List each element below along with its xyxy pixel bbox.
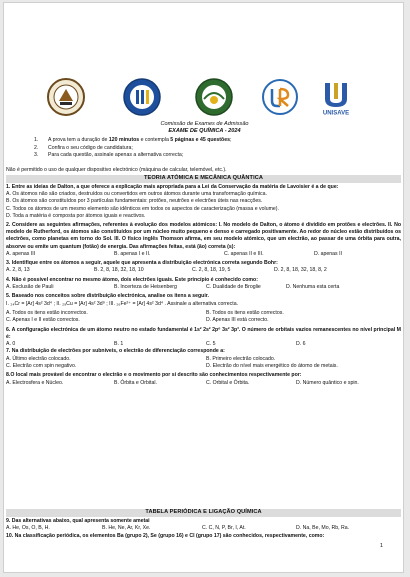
instruction-item: 2. Confira o seu código de candidatura; [34,144,133,151]
question-9: 9. Das alternativas abaixo, qual apresenta somente ametai [6,518,150,524]
options-row-4 [6,284,401,291]
options-row-8 [6,380,401,387]
option-4a: A. Exclusão de Pauli [6,284,54,291]
question-5-items: I. ₂₄Cr = [Ar] 4s² 3d⁴ ; II. ₂₉Cu = [Ar] 4s² 3d⁹ ; III. ₂₆Fe²⁺ = [Ar] 4s² 3d⁴ . Assinale a alternativa correcta. [6,300,239,307]
option-1a: A. Os átomos não são criados, destruídos ou convertidos em outros átomos durante uma transformação química. [6,191,267,198]
option-1d: D. Toda a matéria é composta por átomos iguais e reactivos. [6,212,146,219]
question-7: 7. Na distribuição de electrões por subníveis, o electrão de diferenciação corresponde a: [6,348,225,355]
options-row-7b [6,363,401,370]
question-5: 5. Baseado nos conceitos sobre distribuição electrónica, analise os itens a seguir. [6,293,209,300]
page-number: 1 [379,542,383,549]
option-3a: A. 2, 8, 13 [6,267,30,274]
questions-section-2 [6,518,401,540]
svg-text:UNISAVE: UNISAVE [322,110,350,117]
option-5c: C. Apenas I e II estão correctos. [6,317,80,324]
question-2: 2. Considere as seguintes afirmações, referentes à evolução dos modelos atómicos: I. No modelo de Dalton, o átomo é dividido em protões e electrões. II. No modelo de Rutherford, os átomos são constituídos por um núcleo muito pequeno e denso e carregado positivamente. Ao redor do núcleo estão distribuídos os electrões, como planetas em torno do Sol. III. O físico inglês Thomson afirma, em seu modelo atómico, que um electrão, ao passar de uma órbita para outra, absorve ou emite um quantum (fotão) de energia. Das afirmações feitas, está (ão) correta (s): [6,222,401,250]
option-6b: B. 1 [114,341,124,347]
option-4d: D. Nenhuma esta certa [286,284,340,291]
option-8c: C. Orbital e Órbita. [206,379,250,386]
option-5d: D. Apenas III está correcto. [206,317,269,324]
question-10: 10. Na classificação periódica, os elementos Ba (grupo 2), Se (grupo 16) e Cl (grupo 17) são conhecidos, respectivamente, como: [6,532,325,539]
exam-title: EXAME DE QUÍMICA - 2024 [168,128,241,134]
option-4b: B. Incerteza de Heisenberg [114,284,177,291]
option-3c: C. 2, 8, 18, 19, 5 [192,267,231,274]
exam-header [4,121,405,135]
instructions-list [34,137,394,160]
option-7b: B. Primeiro electrão colocado. [206,355,276,362]
option-8d: D. Número quântico e spin. [296,379,359,386]
option-9c: C. C, N, P, Br, I, At. [202,525,246,532]
option-6a: A. 0 [6,341,16,347]
options-row-5a [6,310,401,317]
questions-section-1 [6,184,401,387]
unirovuma-logo [260,77,300,117]
option-9a: A. He, Os, O, B, H. [6,525,50,532]
option-7a: A. Último electrão colocado. [6,355,71,362]
device-note: Não é permitido o uso de qualquer dispositivo electrónico (máquina de calcular, telemóvel, etc.). [6,167,227,173]
options-row-2 [6,251,401,258]
option-2b: B. apenas I e II. [114,250,151,257]
committee-title: Comissão de Exames de Admissão [160,121,249,127]
option-8b: B. Órbita e Orbital. [114,379,157,386]
instruction-item: 3. Para cada questão, assinale apenas a alternativa correcta; [34,152,184,159]
options-row-3 [6,267,401,274]
question-6: 6. A configuração electrónica de um átomo neutro no estado fundamental é 1s² 2s² 2p⁶ 3s² 3p³. O número de orbitais vazios remanescentes no nível principal M é: [6,326,401,340]
instruction-item: 1. A prova tem a duração de 120 minutos e contempla 5 páginas e 45 questões; [34,137,232,143]
option-1b: B. Os átomos são constituídos por 3 partículas fundamentais: protões, neutrões e electrões úteis nas reacções. [6,198,263,205]
unilicungo-logo [122,77,162,117]
option-9b: B. He, Ne, Ar, Kr, Xe. [102,525,151,532]
logos-row [4,77,405,117]
section-header-atomic-theory: TEORIA ATÓMICA E MECÂNICA QUÂNTICA [6,175,401,183]
option-7c: C. Electrão com spin negativo. [6,362,77,369]
question-8: 8.O local mais provável de encontrar o electrão e o movimento por si descrito são conhecimentos respectivamente por: [6,372,302,379]
option-9d: D. Na, Be, Mo, Rb, Ra. [296,525,350,532]
option-2a: A. apenas III [6,250,36,257]
option-7d: D. Electrão do nível mais energético do átomo de metais. [206,362,338,369]
option-2c: C. apenas II e III. [224,250,264,257]
option-1c: C. Todos os átomos de um mesmo elemento são idênticos em todos os aspectos de caracterização (massa e volume). [6,205,279,212]
question-3: 3. Identifique entre os átomos a seguir, aquele que apresenta a distribuição electrónica correta segundo Bohr: [6,260,278,267]
options-row-9 [6,525,401,532]
university-seal-logo [46,77,86,117]
option-6d: D. 6 [296,341,306,347]
option-2d: D. apenas II [314,250,342,257]
options-row-6 [6,341,401,348]
option-8a: A. Electrosfera e Núcleo. [6,379,64,386]
option-6c: C. 5 [206,341,216,347]
unisave-logo [316,77,356,117]
question-1: 1. Entre as ideias de Dalton, a que oferece a explicação mais apropriada para a Lei da Conservação da matéria de Lavoisier é a de que: [6,184,339,190]
option-4c: C. Dualidade de Broglie [206,284,261,291]
option-3b: B. 2, 8, 18, 32, 18, 10 [94,267,144,274]
exam-page [3,2,404,573]
options-row-5b [6,317,401,324]
options-row-7a [6,356,401,363]
option-5b: B. Todos os itens estão correctos. [206,309,284,316]
option-3d: D. 2, 8, 18, 32, 18, 8, 2 [274,267,327,274]
section-header-periodic-table: TABELA PERIÓDICA E LIGAÇÃO QUÍMICA [6,509,401,517]
unizambeze-logo [194,77,234,117]
option-5a: A. Todos os itens estão incorrectos. [6,309,88,316]
question-4: 4. Não é possível encontrar no mesmo átomo, dois electrões iguais. Este princípio é conhecido como: [6,276,258,283]
